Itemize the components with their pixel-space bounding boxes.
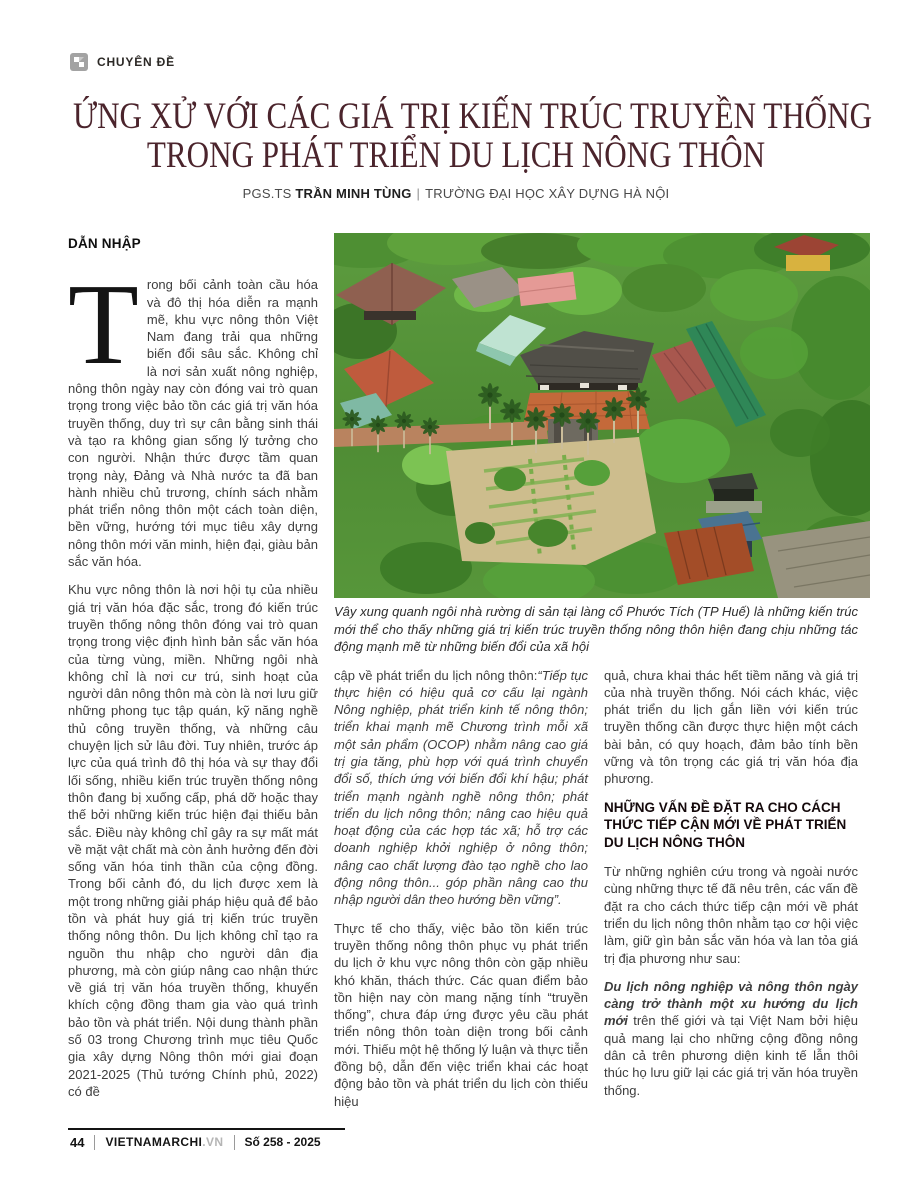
right-section (334, 233, 858, 1121)
dropcap: T (68, 261, 139, 390)
page-title (0, 97, 912, 175)
article-paragraph-2: Khu vực nông thôn là nơi hội tụ của nhiều giá trị văn hóa đặc sắc, trong đó kiến trúc truyền thống nông thôn đóng vai trò quan trọng trong việc định hình bản sắc văn hóa của từng vùng, miền. Những ngôi nhà không chỉ là nơi cư trú, sinh hoạt của người dân nông thôn mà còn là nơi lưu giữ những phong tục tập quán, kỹ năng nghề thủ công truyền thống, và những câu chuyện lịch sử lâu đời. Tuy nhiên, trước áp lực của quá trình đô thị hóa và sự thay đổi lối sống, nhiều kiến trúc truyền thống nông thôn đang bị xuống cấp, phá dỡ hoặc thay thế bởi những kiến trúc hiện đại thiếu bản sắc. Điều này không chỉ gây ra sự mất mát về mặt vật chất mà còn ảnh hưởng đến đời sống văn hóa tinh thần của cộng đồng. Trong bối cảnh đó, du lịch được xem là một trong những giải pháp hiệu quả để bảo tồn và phát huy giá trị kiến trúc truyền thống nông thôn. Du lịch không chỉ tạo ra nguồn thu nhập cho người dân địa phương, mà còn giúp nâng cao nhận thức về giá trị văn hóa truyền thống, khuyến khích cộng đồng tham gia vào quá trình bảo tồn và phát triển. Nội dung thành phần số 03 trong Chương trình mục tiêu Quốc gia xây dựng Nông thôn mới giai đoạn 2021-2025 (Thủ tướng Chính phủ, 2022) có đề (68, 582, 318, 1099)
byline-separator: | (416, 186, 421, 201)
page-title-line1: ỨNG XỬ VỚI CÁC GIÁ TRỊ KIẾN TRÚC TRUYỀN THỐNG (72, 96, 873, 137)
byline (0, 186, 912, 201)
policy-quote: “Tiếp tục thực hiện có hiệu quả cơ cấu lại ngành Nông nghiệp, phát triển kinh tế nông thôn; triển khai mạnh mẽ Chương trình mỗi xã một sản phẩm (OCOP) nhằm nâng cao giá trị gia tăng, phù hợp với quá trình chuyển đổi số, thích ứng với biến đổi khí hậu; phát triển mạnh ngành nghề nông thôn; phát triển du lịch nông thôn; nâng cao hiệu quả hoạt động của các hợp tác xã; hỗ trợ các doanh nghiệp khởi nghiệp ở nông thôn; nâng cao chất lượng đào tạo nghề cho lao động nông thôn... góp phần nâng cao thu nhập người dân theo hướng bền vững”. (334, 667, 588, 908)
article-paragraph-6: Từ những nghiên cứu trong và ngoài nước cùng những thực tế đã nêu trên, các vấn đề đặt ra cho cách thức tiếp cận mới về phát triển du lịch nông thôn nhằm tạo cơ hội việc làm, giữ gìn bản sắc văn hóa và lan tỏa giá trị địa phương như sau: (604, 864, 858, 966)
footer-row (68, 1130, 368, 1154)
article-paragraph-7: Du lịch nông nghiệp và nông thôn ngày càng trở thành một xu hướng du lịch mới trên thế giới và tại Việt Nam bởi hiệu quả mang lại cho những cộng đồng nông dân cả trên phương diện kinh tế lẫn thôi thúc họ lưu giữ lại các giá trị văn hóa truyền thống. (604, 978, 858, 1098)
footer-site: VIETNAMARCHI .VN (105, 1135, 224, 1149)
author-affiliation: TRƯỜNG ĐẠI HỌC XÂY DỰNG HÀ NỘI (425, 186, 670, 201)
kicker-label: CHUYÊN ĐỀ (97, 55, 175, 69)
kicker (70, 53, 175, 71)
author-name: TRẦN MINH TÙNG (295, 186, 412, 201)
article-paragraph-4: Thực tế cho thấy, việc bảo tồn kiến trúc truyền thống nông thôn phục vụ phát triển du lịch ở khu vực nông thôn còn gặp nhiều khó khăn, thách thức. Các quan điểm bảo tồn hiện nay còn mang nặng tính “truyền thống”, chưa đáp ứng được yêu cầu phát triển nông thôn toàn diện trong bối cảnh mới. Thiếu một hệ thống lý luận và thực tiễn đồng bộ, dẫn đến việc triển khai các hoạt động bảo tồn và phát triển du lịch còn thiếu hiệu (334, 920, 589, 1109)
page-title-line2: TRONG PHÁT TRIỂN DU LỊCH NÔNG THÔN (146, 135, 766, 176)
village-aerial-photo (334, 233, 870, 598)
article-paragraph-5: quả, chưa khai thác hết tiềm năng và giá trị của nhà truyền thống. Nói cách khác, việc phát triển du lịch gắn liền với kiến trúc truyền thống cần được thực hiện một cách bài bản, có quy hoạch, đảm bảo tính bền vững và tôn trọng các giá trị văn hóa địa phương. (604, 667, 858, 787)
vietnamarchi-logo-icon (70, 53, 88, 71)
author-prefix: PGS.TS (242, 186, 296, 201)
article-paragraph-3: cập về phát triển du lịch nông thôn:“Tiếp tục thực hiện có hiệu quả cơ cấu lại ngành Nông nghiệp, phát triển kinh tế nông thôn; triển khai mạnh mẽ Chương trình mỗi xã một sản phẩm (OCOP) nhằm nâng cao giá trị gia tăng, phù hợp với quá trình chuyển đổi số, thích ứng với biến đổi khí hậu; phát triển mạnh ngành nghề nông thôn; phát triển du lịch nông thôn; nâng cao hiệu quả hoạt động của các hợp tác xã; hỗ trợ các doanh nghiệp khởi nghiệp ở nông thôn; nâng cao chất lượng đào tạo nghề cho lao động nông thôn... góp phần nâng cao thu nhập người dân theo hướng bền vững”. (334, 667, 588, 908)
lower-columns (334, 667, 858, 1121)
column-left (68, 233, 318, 1121)
article-figure (334, 233, 858, 656)
column-right (604, 667, 858, 1121)
footer-page-number: 44 (70, 1134, 85, 1150)
page-footer (68, 1128, 368, 1154)
footer-issue: Số 258 - 2025 (244, 1135, 321, 1149)
article-body (68, 233, 858, 1121)
section-heading-dan-nhap: DẪN NHẬP (68, 236, 141, 251)
section-heading-2: NHỮNG VẤN ĐỀ ĐẶT RA CHO CÁCH THỨC TIẾP CẬN MỚI VỀ PHÁT TRIỂN DU LỊCH NÔNG THÔN (604, 799, 847, 850)
column-middle (334, 667, 588, 1121)
photo-caption: Vây xung quanh ngôi nhà rường di sản tại làng cổ Phước Tích (TP Huế) là những kiến trúc mới thể cho thấy những giá trị kiến trúc truyền thống nông thôn hiện đang chịu những tác động mạnh mẽ từ những biến đổi của xã hội (334, 604, 858, 654)
article-paragraph-1: Trong bối cảnh toàn cầu hóa và đô thị hóa diễn ra mạnh mẽ, khu vực nông thôn Việt Nam đang trải qua những biến đổi sâu sắc. Không chỉ là nơi sản xuất nông nghiệp, nông thôn ngày nay còn đóng vai trò quan trọng trong việc bảo tồn các giá trị văn hóa truyền thống, duy trì sự cân bằng sinh thái và tạo ra không gian sống lý tưởng cho con người. Nhận thức được tầm quan trọng này, Đảng và Nhà nước ta đã ban hành nhiều chủ trương, chính sách nhằm phát triển nông thôn một cách toàn diện, bền vững, hướng tới mục tiêu xây dựng nông thôn mới văn minh, hiện đại, giàu bản sắc văn hóa. (68, 261, 318, 570)
